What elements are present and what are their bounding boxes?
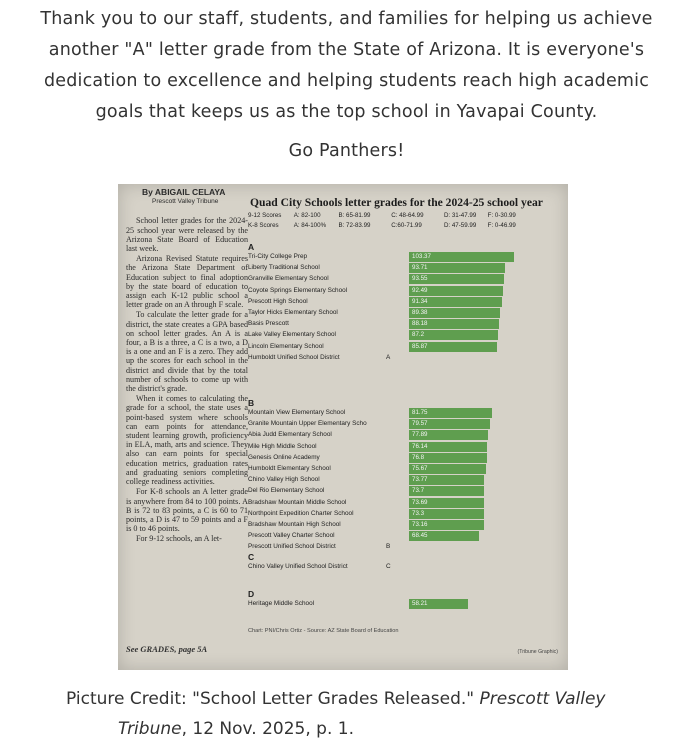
school-name: Granite Mountain Upper Elementary Scho: [248, 420, 367, 428]
score-label: 93.55: [412, 275, 428, 283]
credit-prefix: Picture Credit: "School Letter Grades Released.": [66, 689, 475, 709]
credit-line-1: [0, 684, 693, 714]
message-line: dedication to excellence and helping students reach high academic: [43, 71, 650, 91]
school-row: [248, 442, 564, 453]
picture-credit: [0, 684, 693, 744]
closing-line: Go Panthers!: [288, 141, 405, 161]
scale-label: 9-12 Scores: [248, 212, 282, 219]
credit-publication: Prescott Valley: [479, 689, 606, 709]
scale-range: D: 47-59.99: [443, 222, 477, 229]
district-grade: B: [386, 543, 391, 551]
school-row: [248, 509, 564, 520]
scale-range: B: 65-81.99: [338, 212, 371, 219]
score-label: 79.57: [412, 420, 428, 428]
score-label: 73.77: [412, 476, 428, 484]
school-row: [248, 342, 564, 353]
school-name: Humboldt Unified School District: [248, 353, 340, 361]
article-paragraph: School letter grades for the 2024-25 school year were released by the Arizona State Board of Education last week.: [126, 216, 248, 254]
score-label: 92.49: [412, 286, 428, 294]
score-label: 76.8: [412, 453, 425, 461]
scale-range: A: 84-100%: [293, 222, 327, 229]
scale-range: C:60-71.99: [391, 222, 422, 229]
school-name: Prescott High School: [248, 297, 308, 305]
school-name: Genesis Online Academy: [248, 453, 320, 461]
school-row: [248, 308, 564, 319]
newspaper-clipping: [118, 184, 568, 670]
thank-you-message: [0, 4, 693, 167]
school-row: [248, 297, 564, 308]
school-row: [248, 408, 564, 419]
school-name: Lake Valley Elementary School: [248, 331, 336, 339]
graphic-source-tag: (Tribune Graphic): [517, 649, 558, 655]
article-paragraph: Arizona Revised Statute requires the Arizona State Department of Education subject to final adoption by the state board of education to assign each K-12 public school a letter grade on an A through F scale.: [126, 254, 248, 310]
school-row: [248, 263, 564, 274]
scale-range: C: 48-64.99: [391, 212, 424, 219]
score-label: 77.89: [412, 431, 428, 439]
scale-label: K-8 Scores: [248, 222, 279, 229]
news-article: [126, 188, 248, 545]
school-row: [248, 486, 564, 497]
school-row: [248, 419, 564, 430]
score-label: 85.87: [412, 342, 428, 350]
letter-grade-chart: [246, 186, 564, 666]
school-row: [248, 430, 564, 441]
school-row: [248, 286, 564, 297]
article-paragraph: For 9-12 schools, an A let-: [136, 534, 222, 544]
school-name: Lincoln Elementary School: [248, 342, 324, 350]
message-line: goals that keeps us as the top school in Yavapai County.: [95, 102, 598, 122]
grade-group-header: C: [248, 552, 255, 562]
score-label: 73.7: [412, 487, 425, 495]
article-paragraph: When it comes to calculating the grade for a school, the state uses a point-based system where schools can earn points for attendance, student learning growth, proficiency in ELA, math, arts and science. They also can earn points for special education metrics, graduation rates and graduating seniors completing college readiness activities.: [126, 394, 248, 487]
school-row: [248, 252, 564, 263]
score-label: 73.16: [412, 521, 428, 528]
credit-line-2: [0, 714, 693, 744]
score-label: 73.69: [412, 498, 428, 506]
school-name: Bradshaw Mountain Middle School: [248, 498, 347, 506]
school-row: [248, 319, 564, 330]
school-name: Granville Elementary School: [248, 275, 329, 283]
article-paragraph: For K-8 schools an A letter grade is anywhere from 84 to 100 points. A B is 72 to 83 points, a C is 60 to 71 points, a D is 47 to 59 points and a F is 0 to 46 points.: [126, 487, 248, 534]
scale-k-8: [248, 222, 564, 229]
school-name: Abia Judd Elementary School: [248, 431, 332, 439]
school-row: [248, 475, 564, 486]
school-name: Northpoint Expedition Charter School: [248, 509, 354, 517]
score-label: 103.37: [412, 253, 431, 260]
school-name: Bradshaw Mountain High School: [248, 521, 341, 528]
school-row: [248, 562, 564, 573]
score-label: 81.75: [412, 409, 428, 416]
school-name: Heritage Middle School: [248, 600, 315, 607]
credit-publication-cont: Tribune: [118, 719, 182, 739]
scale-range: F: 0-30.99: [487, 212, 516, 219]
grade-group-header: A: [248, 242, 255, 252]
score-label: 93.71: [412, 264, 428, 272]
message-line: Thank you to our staff, students, and families for helping us achieve: [40, 9, 653, 29]
school-row: [248, 520, 564, 531]
school-row: [248, 464, 564, 475]
score-label: 91.34: [412, 297, 428, 305]
school-row: [248, 599, 564, 610]
chart-credit: Chart: PNI/Chris Ortiz - Source: AZ State Board of Education: [248, 628, 399, 634]
scale-range: F: 0-46.99: [487, 222, 516, 229]
school-name: Liberty Traditional School: [248, 264, 320, 272]
school-name: Mile High Middle School: [248, 442, 317, 450]
school-name: Basis Prescott: [248, 320, 289, 328]
school-name: Prescott Unified School District: [248, 543, 336, 551]
credit-suffix: , 12 Nov. 2025, p. 1.: [181, 719, 354, 739]
district-grade: C: [386, 563, 391, 570]
article-paragraph: To calculate the letter grade for a district, the state creates a GPA based on school letter grades. An A is a four, a B is a three, a C is a two, a D is a one and an F is a zero. They add up the scores for each school in the district and divide that by the total number of schools to come up with the district's grade.: [126, 310, 248, 394]
school-row: [248, 531, 564, 542]
school-name: Coyote Springs Elementary School: [248, 286, 348, 294]
school-name: Taylor Hicks Elementary School: [248, 309, 338, 316]
school-row: [248, 542, 564, 553]
district-grade: A: [386, 353, 391, 361]
score-label: 75.67: [412, 465, 428, 472]
message-line: another "A" letter grade from the State of Arizona. It is everyone's: [48, 40, 645, 60]
school-row: [248, 330, 564, 341]
school-name: Chino Valley Unified School District: [248, 563, 348, 570]
school-name: Prescott Valley Charter School: [248, 532, 335, 540]
scale-range: A: 82-100: [293, 212, 321, 219]
school-name: Chino Valley High School: [248, 476, 320, 484]
score-label: 87.2: [412, 331, 425, 339]
score-label: 58.21: [412, 600, 428, 607]
school-row: [248, 274, 564, 285]
school-name: Humboldt Elementary School: [248, 465, 331, 472]
school-name: Mountain View Elementary School: [248, 409, 346, 416]
score-label: 88.18: [412, 320, 428, 328]
score-label: 73.3: [412, 509, 425, 517]
school-row: [248, 498, 564, 509]
school-name: Tri-City College Prep: [248, 253, 308, 260]
score-label: 68.45: [412, 532, 428, 540]
scale-range: D: 31-47.99: [443, 212, 477, 219]
scale-9-12: [248, 212, 564, 219]
school-row: [248, 353, 564, 364]
school-row: [248, 453, 564, 464]
grade-group-header: D: [248, 589, 255, 599]
score-label: 76.14: [412, 442, 428, 450]
chart-title: Quad City Schools letter grades for the 2024-25 school year: [250, 196, 543, 209]
article-byline: By ABIGAIL CELAYA: [142, 187, 226, 197]
score-label: 89.38: [412, 309, 428, 316]
school-name: Del Rio Elementary School: [248, 487, 325, 495]
continued-reference: See GRADES, page 5A: [126, 644, 208, 654]
grade-group-header: B: [248, 398, 255, 408]
article-outlet: Prescott Valley Tribune: [152, 198, 219, 206]
scale-range: B: 72-83.99: [338, 222, 371, 229]
